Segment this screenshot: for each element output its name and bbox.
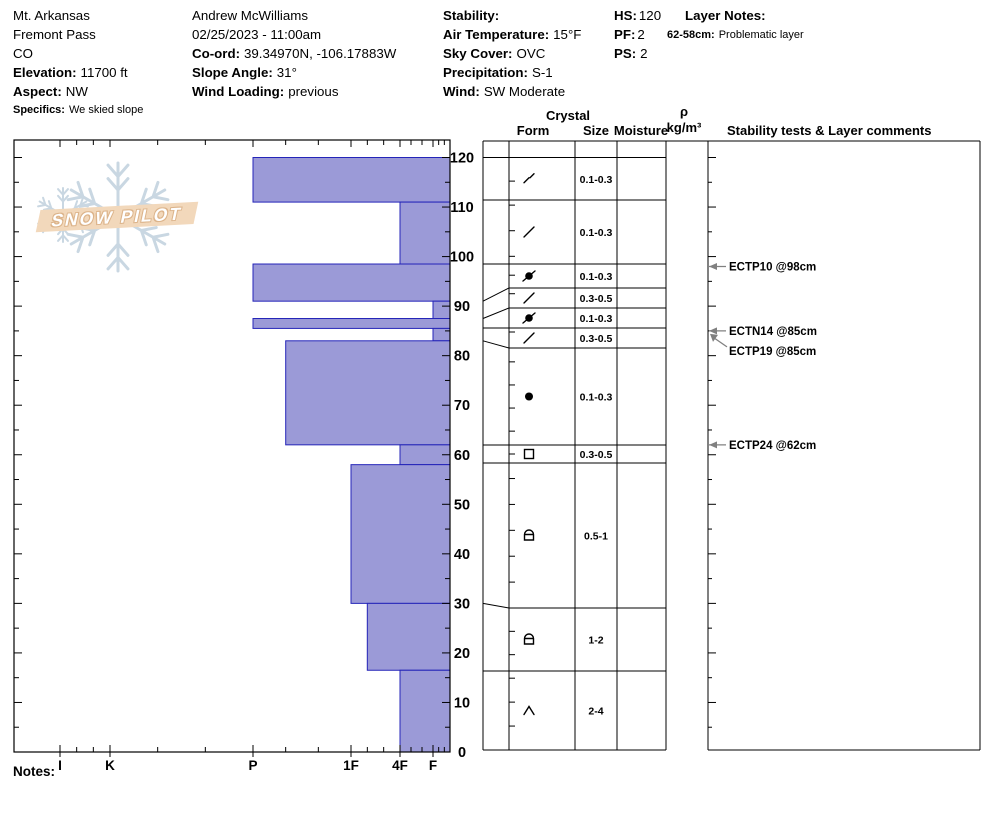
test-arrow-icon — [709, 441, 717, 448]
slope-angle-row: Slope Angle: 31° — [192, 65, 297, 80]
snow-layer-bar — [351, 465, 450, 604]
pf-row: PF: 2 — [614, 27, 645, 42]
snow-layer-bar — [400, 202, 450, 264]
form-header: Form — [516, 123, 550, 138]
specifics-row: Specifics: We skied slope — [13, 104, 144, 116]
crystal-form-cup-icon — [525, 634, 534, 644]
observer-name: Andrew McWilliams — [192, 8, 308, 23]
crystal-form-cup-icon — [525, 530, 534, 540]
snow-layer-bar — [367, 603, 450, 670]
hardness-tick-label: K — [105, 758, 115, 773]
crystal-form-double-slash-icon — [524, 174, 534, 183]
snow-layer-bar — [253, 158, 450, 203]
grain-size-label: 0.3-0.5 — [579, 293, 613, 305]
stability-row: Stability: — [443, 8, 500, 23]
layer-connector-line — [483, 603, 509, 608]
depth-tick-label: 80 — [453, 348, 471, 365]
depth-tick-label: 30 — [453, 596, 471, 613]
grain-size-label: 0.5-1 — [584, 530, 608, 543]
crystal-form-square-icon — [525, 450, 534, 459]
grain-size-label: 0.1-0.3 — [579, 313, 613, 325]
test-arrow-icon — [709, 327, 717, 334]
layer-connector-line — [483, 308, 509, 319]
sky-cover-row: Sky Cover: OVC — [443, 46, 546, 61]
hs-row: HS: 120 — [614, 8, 662, 23]
grain-size-label: 0.1-0.3 — [579, 271, 613, 283]
depth-tick-label: 10 — [453, 695, 471, 712]
test-arrow-icon — [709, 263, 717, 270]
crystal-form-slash-icon — [524, 333, 534, 343]
grain-size-label: 0.3-0.5 — [579, 449, 613, 461]
layer-connector-line — [483, 341, 509, 348]
crystal-form-slash-icon — [524, 293, 534, 303]
air-temp-row: Air Temperature: 15°F — [443, 27, 582, 42]
layer-connector-line — [483, 288, 509, 301]
stability-test-label: ECTP10 @98cm — [729, 261, 817, 274]
hardness-tick-label: I — [58, 758, 62, 773]
snow-layer-bar — [286, 341, 450, 445]
ps-row: PS: 2 — [614, 46, 648, 61]
wind-loading-row: Wind Loading: previous — [192, 84, 339, 99]
coordinates-row: Co-ord: 39.34970N, -106.17883W — [192, 46, 397, 61]
depth-tick-label: 90 — [453, 299, 471, 316]
stability-test-label: ECTN14 @85cm — [729, 325, 817, 338]
test-arrow-icon — [710, 334, 718, 342]
grain-size-label: 0.3-0.5 — [579, 333, 613, 345]
comments-header: Stability tests & Layer comments — [727, 123, 932, 138]
aspect-row: Aspect: NW — [13, 84, 88, 99]
observation-date: 02/25/2023 - 11:00am — [192, 27, 322, 42]
stability-test-label: ECTP24 @62cm — [729, 439, 817, 452]
grain-size-label: 0.1-0.3 — [579, 391, 613, 404]
snow-layer-bar — [433, 328, 450, 340]
crystal-form-chevron-icon — [524, 707, 534, 715]
precip-row: Precipitation: S-1 — [443, 65, 553, 80]
depth-tick-label: 110 — [450, 200, 474, 217]
hardness-tick-label: 4F — [392, 758, 408, 773]
stability-test-label: ECTP19 @85cm — [729, 345, 817, 358]
depth-tick-label: 0 — [457, 745, 467, 761]
size-header: Size — [582, 123, 609, 138]
notes-label: Notes: — [13, 764, 56, 779]
depth-tick-label: 50 — [453, 497, 471, 514]
depth-tick-label: 20 — [453, 645, 471, 662]
grain-size-label: 1-2 — [588, 634, 604, 647]
layer-note-entry: 62-58cm: Problematic layer — [667, 29, 804, 41]
grain-size-label: 2-4 — [588, 705, 604, 718]
snow-layer-bar — [253, 319, 450, 329]
snow-layer-bar — [400, 670, 450, 752]
grain-size-label: 0.1-0.3 — [579, 227, 613, 239]
layer-notes-title: Layer Notes: — [685, 8, 766, 23]
hardness-tick-label: 1F — [343, 758, 359, 773]
depth-tick-label: 70 — [453, 398, 471, 415]
depth-tick-label: 60 — [453, 447, 471, 464]
crystal-form-slash-icon — [524, 227, 534, 237]
moisture-header: Moisture — [613, 123, 669, 138]
depth-tick-label: 40 — [453, 546, 471, 563]
location-area: Fremont Pass — [13, 27, 96, 42]
grain-size-label: 0.1-0.3 — [579, 173, 613, 186]
snow-layer-bar — [253, 264, 450, 301]
location-state: CO — [13, 46, 33, 61]
crystal-form-dot-icon — [525, 393, 533, 401]
snow-layer-bar — [433, 301, 450, 318]
elevation-row: Elevation: 11700 ft — [13, 65, 128, 80]
location-name: Mt. Arkansas — [13, 8, 90, 23]
test-arrow-icon — [714, 338, 727, 347]
density-units-header: kg/m³ — [666, 120, 702, 135]
wind-row: Wind: SW Moderate — [443, 84, 566, 99]
hardness-tick-label: F — [428, 758, 438, 773]
snowpilot-logo-text: SNOW PILOT — [49, 202, 185, 231]
density-symbol-header: ρ — [679, 104, 689, 119]
crystal-header: Crystal — [545, 108, 591, 123]
hardness-tick-label: P — [248, 758, 258, 773]
depth-tick-label: 100 — [449, 249, 475, 266]
depth-tick-label: 120 — [449, 150, 475, 167]
